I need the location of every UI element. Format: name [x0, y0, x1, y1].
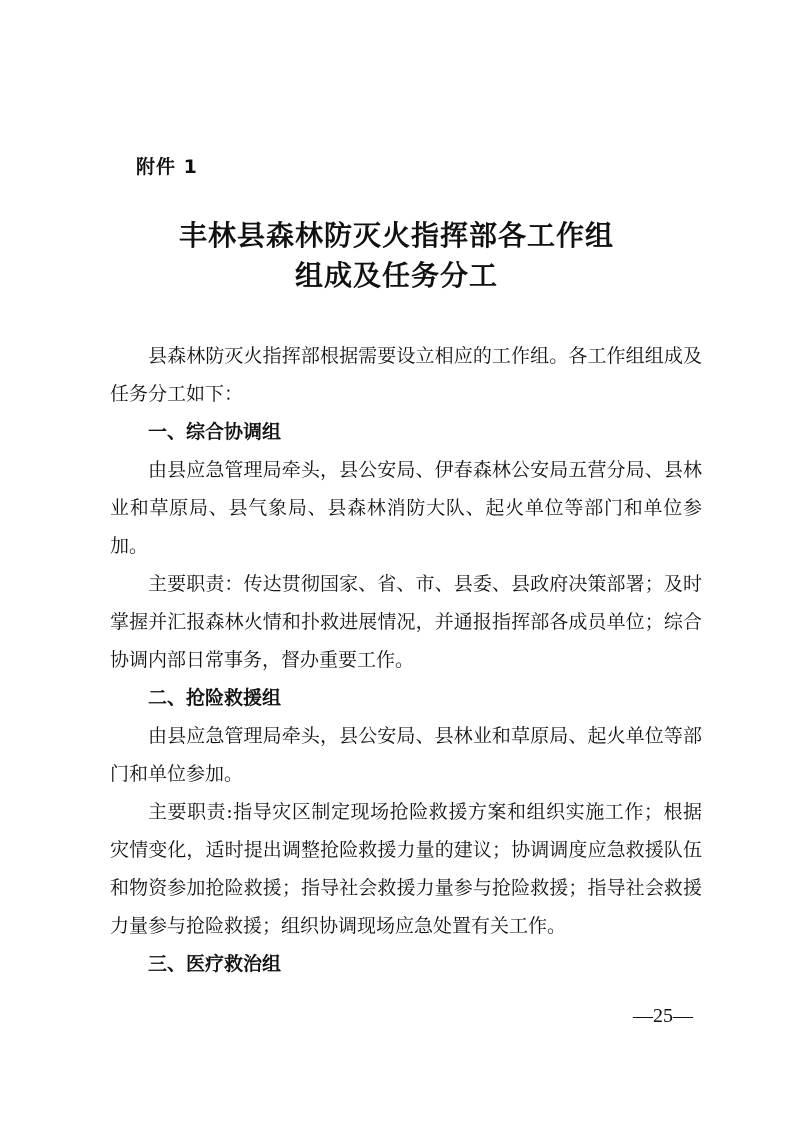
page-number: —25— — [633, 1005, 693, 1027]
section-1-duties: 主要职责：传达贯彻国家、省、市、县委、县政府决策部署；及时掌握并汇报森林火情和扑救进展情况，并通报指挥部各成员单位；综合协调内部日常事务，督办重要工作。 — [110, 573, 702, 671]
document-body — [110, 337, 702, 983]
section-2-duties: 主要职责:指导灾区制定现场抢险救援方案和组织实施工作；根据灾情变化，适时提出调整抢险救援力量的建议；协调调度应急救援队伍和物资参加抢险救援；指导社会救援力量参与抢险救援；指导社会救援力量参与抢险救援；组织协调现场应急处置有关工作。 — [110, 801, 702, 937]
title-line-2: 组成及任务分工 — [294, 259, 498, 292]
section-2-members: 由县应急管理局牵头，县公安局、县林业和草原局、起火单位等部门和单位参加。 — [110, 725, 702, 785]
intro-paragraph: 县森林防灭火指挥部根据需要设立相应的工作组。各工作组组成及任务分工如下： — [110, 345, 702, 405]
title-line-1: 丰林县森林防灭火指挥部各工作组 — [178, 219, 614, 252]
section-1-members: 由县应急管理局牵头，县公安局、伊春森林公安局五营分局、县林业和草原局、县气象局、县森林消防大队、起火单位等部门和单位参加。 — [110, 459, 702, 557]
section-heading-3: 三、医疗救治组 — [148, 953, 282, 975]
section-heading-1: 一、综合协调组 — [148, 421, 282, 443]
attachment-label: 附件 1 — [136, 156, 198, 178]
section-heading-2: 二、抢险救援组 — [148, 687, 282, 709]
